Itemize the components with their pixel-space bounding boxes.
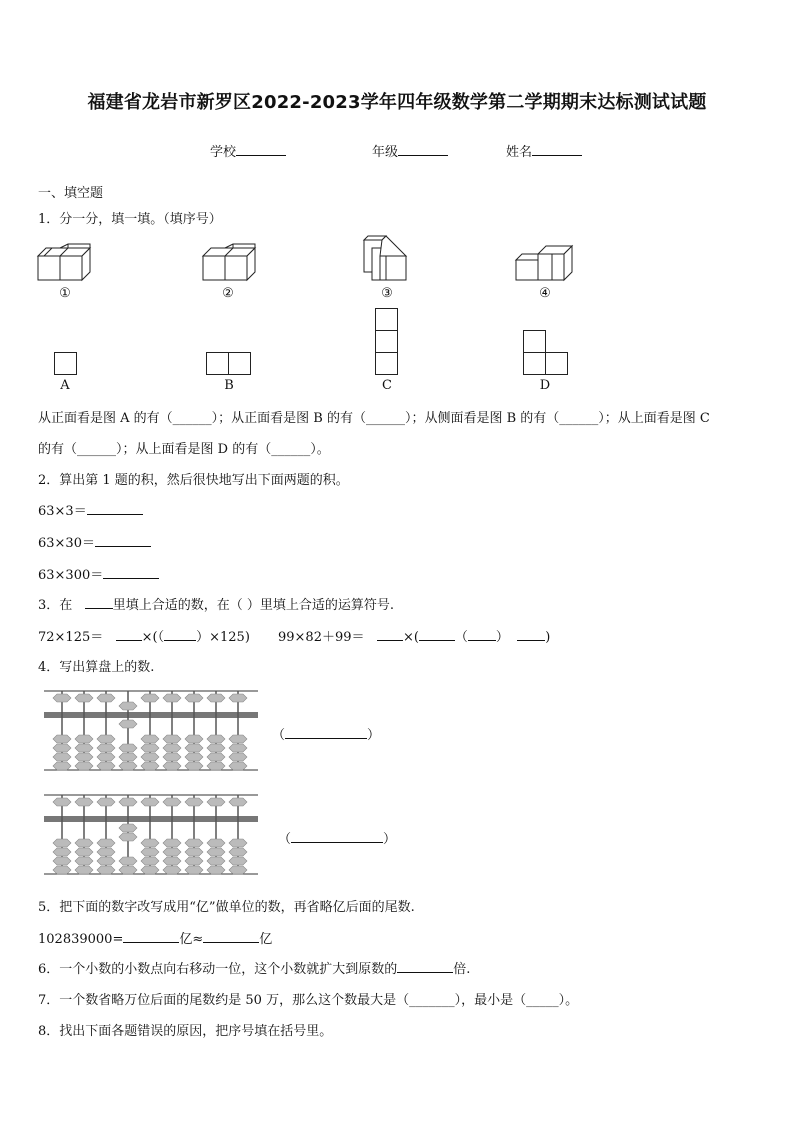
question-2: 2．算出第 1 题的积，然后很快地写出下面两题的积。 xyxy=(38,473,349,488)
section-heading: 一、填空题 xyxy=(38,186,104,201)
page-title: 福建省龙岩市新罗区2022-2023学年四年级数学第二学期期末达标测试试题 xyxy=(87,92,707,113)
view-label-d: D xyxy=(539,378,551,393)
figure-label-1: ① xyxy=(59,286,71,301)
question-3: 3．在 里填上合适的数，在（ ）里填上合适的运算符号. xyxy=(38,598,394,613)
view-figure-b xyxy=(206,352,254,376)
question-7: 7．一个数省略万位后面的尾数约是 50 万，那么这个数最大是（_______），最小是（_____）。 xyxy=(38,993,579,1008)
abacus-2 xyxy=(44,794,260,876)
figure-label-3: ③ xyxy=(381,286,393,301)
question-4: 4．写出算盘上的数. xyxy=(38,660,155,675)
q2-expression-1: 63×3＝ xyxy=(38,500,143,519)
question-6: 6．一个小数的小数点向右移动一位，这个小数就扩大到原数的 倍. xyxy=(38,962,471,977)
q3-expression-2: 99×82＋99＝ ×( （ ） ) xyxy=(278,630,551,645)
question-8: 8．找出下面各题错误的原因，把序号填在括号里。 xyxy=(38,1024,333,1039)
q1-answer-line-1: 从正面看是图 A 的有（______）；从正面看是图 B 的有（______）；从侧面看是图 B 的有（______）；从上面看是图 C xyxy=(38,411,710,426)
view-figure-d xyxy=(523,330,571,376)
abacus-1 xyxy=(44,690,260,772)
grade-field: 年级 xyxy=(372,141,448,160)
q1-answer-line-2: 的有（______）；从上面看是图 D 的有（______）。 xyxy=(38,442,330,457)
abacus-2-answer: （ ） xyxy=(278,832,397,847)
q2-expression-3: 63×300＝ xyxy=(38,564,159,583)
question-5: 5．把下面的数字改写成用“亿”做单位的数，再省略亿后面的尾数. xyxy=(38,900,415,915)
q3-expression-1: 72×125＝ ×(（ ）×125) xyxy=(38,630,250,645)
question-1: 1．分一分，填一填。（填序号） xyxy=(38,212,222,227)
figure-label-2: ② xyxy=(222,286,234,301)
cube-figure-3 xyxy=(364,236,414,284)
view-figure-c xyxy=(375,308,399,376)
view-label-a: A xyxy=(60,378,70,393)
cube-figure-1 xyxy=(38,244,98,284)
cube-figure-2 xyxy=(203,244,263,284)
q2-expression-2: 63×30＝ xyxy=(38,532,151,551)
name-field: 姓名 xyxy=(506,141,582,160)
view-figure-a xyxy=(54,352,78,376)
view-label-b: B xyxy=(224,378,234,393)
view-label-c: C xyxy=(382,378,392,393)
q5-expression: 102839000= 亿≈ 亿 xyxy=(38,932,273,947)
figure-label-4: ④ xyxy=(539,286,551,301)
school-field: 学校 xyxy=(210,141,286,160)
cube-figure-4 xyxy=(516,244,576,284)
abacus-1-answer: （ ） xyxy=(272,728,381,743)
